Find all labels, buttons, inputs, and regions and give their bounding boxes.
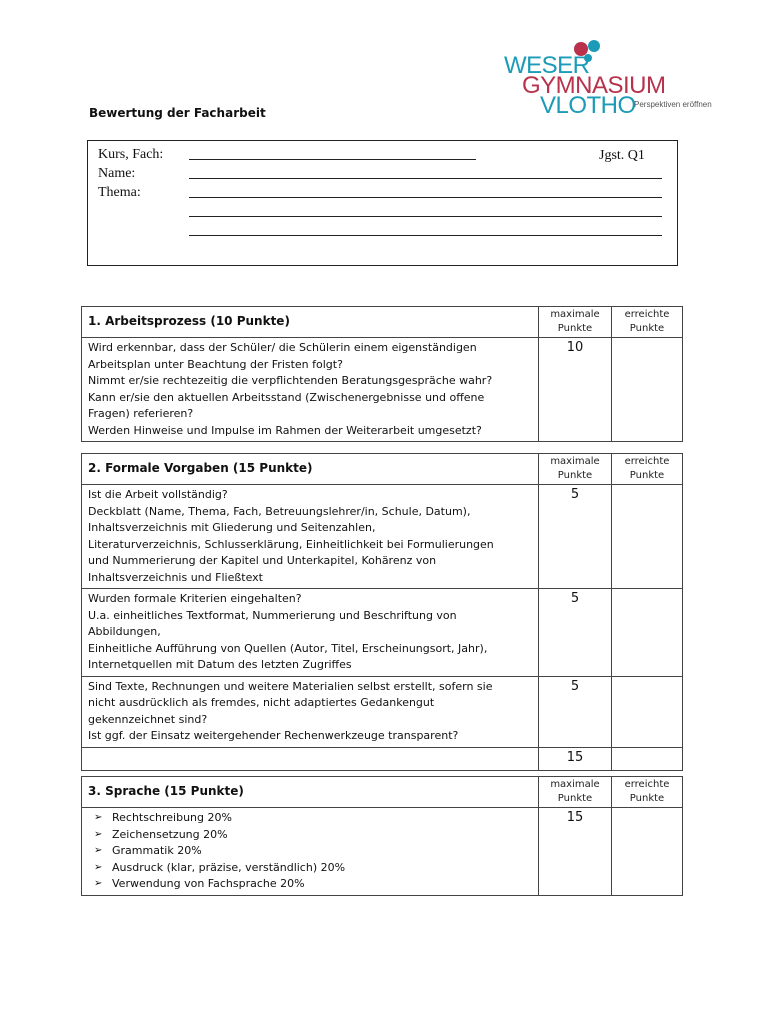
total-achieved-points-cell[interactable]	[612, 747, 683, 770]
max-points-value: 15	[539, 808, 612, 896]
criteria-text: Ist die Arbeit vollständig? Deckblatt (Name, Thema, Fach, Betreuungslehrer/in, Schule, Datum), Inhaltsverzeichnis mit Gliederung und Seitenzahlen, Literaturverzeichnis, Schlusserklärung, Einheitlichkeit bei Formulierungen und Nummerierung der Kapitel und Unterkapitel, Kohärenz von Inhaltsverzeichnis und Fließtext	[82, 485, 539, 589]
school-logo	[500, 36, 730, 119]
achieved-points-cell[interactable]	[612, 676, 683, 747]
student-info-box	[87, 140, 678, 266]
achieved-points-cell[interactable]	[612, 485, 683, 589]
max-points-value: 5	[539, 589, 612, 677]
total-max-points: 15	[539, 747, 612, 770]
list-item: ➢ Zeichensetzung 20%	[112, 827, 532, 844]
thema-field-line-3[interactable]	[189, 235, 662, 236]
criteria-list	[82, 808, 539, 896]
max-points-value: 5	[539, 676, 612, 747]
list-item: ➢ Rechtschreibung 20%	[112, 810, 532, 827]
criteria-text: Wird erkennbar, dass der Schüler/ die Schülerin einem eigenständigen Arbeitsplan unter Beachtung der Fristen folgt? Nimmt er/sie rechtezeitig die verpflichtenden Beratungsgespräche wahr? Kann er/sie den aktuellen Arbeitsstand (Zwischenergebnisse und offene Fragen) referieren? Werden Hinweise und Impulse im Rahmen der Weiterarbeit umgesetzt?	[82, 338, 539, 442]
max-points-value: 5	[539, 485, 612, 589]
total-label-cell	[82, 747, 539, 770]
section-heading: 3. Sprache (15 Punkte)	[82, 777, 539, 808]
max-points-header: maximale Punkte	[539, 777, 612, 808]
logo-tagline: Perspektiven eröffnen	[634, 100, 712, 109]
section-heading: 2. Formale Vorgaben (15 Punkte)	[82, 454, 539, 485]
section-sprache	[81, 776, 683, 896]
achieved-points-cell[interactable]	[612, 589, 683, 677]
list-item: ➢ Grammatik 20%	[112, 843, 532, 860]
section-formale-vorgaben	[81, 453, 683, 771]
list-item: ➢ Ausdruck (klar, präzise, verständlich) 20%	[112, 860, 532, 877]
section-arbeitsprozess	[81, 306, 683, 442]
max-points-value: 10	[539, 338, 612, 442]
max-points-header: maximale Punkte	[539, 454, 612, 485]
thema-field-line-2[interactable]	[189, 216, 662, 217]
achieved-points-header: erreichte Punkte	[612, 454, 683, 485]
achieved-points-header: erreichte Punkte	[612, 307, 683, 338]
name-field[interactable]	[189, 178, 662, 179]
achieved-points-cell[interactable]	[612, 808, 683, 896]
achieved-points-header: erreichte Punkte	[612, 777, 683, 808]
document-title: Bewertung der Facharbeit	[89, 106, 266, 120]
section-heading: 1. Arbeitsprozess (10 Punkte)	[82, 307, 539, 338]
criteria-text: Wurden formale Kriterien eingehalten? U.a. einheitliches Textformat, Nummerierung und Beschriftung von Abbildungen, Einheitliche Aufführung von Quellen (Autor, Titel, Erscheinungsort, Jahr), Internetquellen mit Datum des letzten Zugriffes	[82, 589, 539, 677]
logo-line-3: VLOTHO	[540, 92, 636, 119]
logo-dot-teal	[588, 40, 600, 52]
jgst-label: Jgst. Q1	[599, 148, 645, 163]
thema-label: Thema:	[98, 185, 141, 200]
kurs-fach-label: Kurs, Fach:	[98, 147, 164, 162]
list-item: ➢ Verwendung von Fachsprache 20%	[112, 876, 532, 893]
name-label: Name:	[98, 166, 136, 181]
criteria-text: Sind Texte, Rechnungen und weitere Materialien selbst erstellt, sofern sie nicht ausdrücklich als fremdes, nicht adaptiertes Gedankengut gekennzeichnet sind? Ist ggf. der Einsatz weitergehender Rechenwerkzeuge transparent?	[82, 676, 539, 747]
logo-line-1: WESER	[504, 52, 590, 79]
thema-field-line-1[interactable]	[189, 197, 662, 198]
achieved-points-cell[interactable]	[612, 338, 683, 442]
logo-line-2: GYMNASIUM	[522, 72, 666, 99]
max-points-header: maximale Punkte	[539, 307, 612, 338]
kurs-fach-field[interactable]	[189, 159, 476, 160]
